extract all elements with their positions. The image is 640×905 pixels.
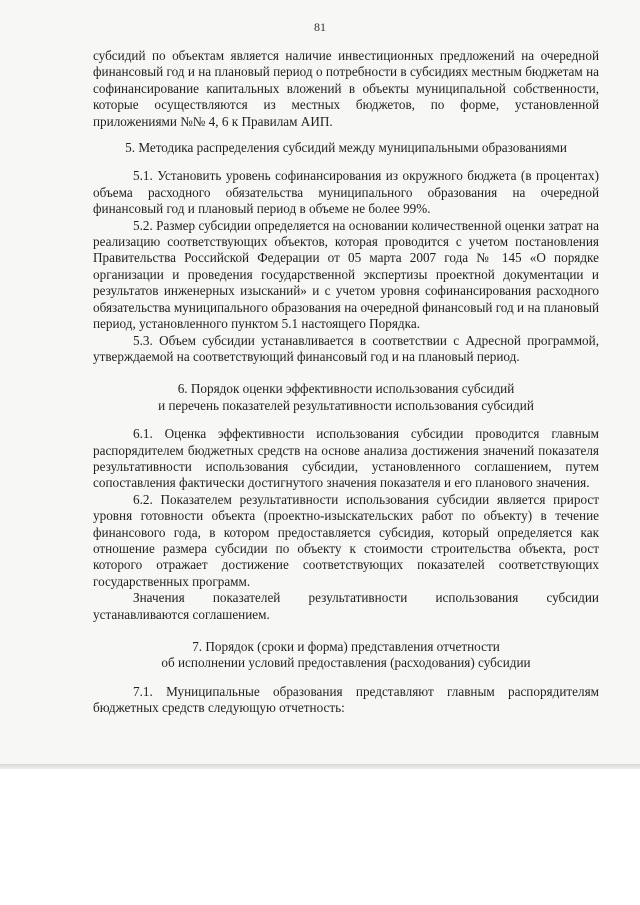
paragraph-6-2: 6.2. Показателем результативности использования субсидии является прирост уровня готовности объекта (проектно-изыскательских работ по объекту) в течение финансового года, в котором предоставляется субсидия, который определяется как отношение размера субсидии по объекту к стоимости строительства объекта, рост которого отражает достижение соответствующих показателей соответствующих государственных программ. (93, 491, 599, 589)
page-number: 81 (314, 20, 326, 34)
intro-paragraph: субсидий по объектам является наличие инвестиционных предложений на очередной финансовый год и на плановый период о потребности в субсидиях местным бюджетам на софинансирование капитальных вложений в объекты муниципальной собственности, которые осуществляются из местных бюджетов, по форме, установленной приложениями №№ 4, 6 к Правилам АИП. (93, 48, 599, 129)
paragraph-5-1: 5.1. Установить уровень софинансирования из окружного бюджета (в процентах) объема расходного обязательства муниципального образования на очередной финансовый год и плановый период в объеме не более 99%. (93, 168, 599, 217)
paragraph-5-2: 5.2. Размер субсидии определяется на основании количественной оценки затрат на реализацию соответствующих объектов, которая проводится с учетом постановления Правительства Российской Федерации от 05 марта 2007 года № 145 «О порядке организации и проведения государственной экспертизы проектной документации и результатов инженерных изысканий» и с учетом уровня софинансирования расходного обязательства муниципального образования на очередной финансовый год и на плановый период, установленного пунктом 5.1 настоящего Порядка. (93, 217, 599, 332)
section-6-heading-line-2: и перечень показателей результативности использования субсидий (158, 397, 534, 413)
paragraph-6-1: 6.1. Оценка эффективности использования субсидии проводится главным распорядителем бюджетных средств на основе анализа достижения значений показателя результативности использования субсидии, установленного соглашением, путем сопоставления фактически достигнутого значения показателя и его планового значения. (93, 426, 599, 491)
section-5-heading (93, 140, 599, 156)
paragraph-6-3: Значения показателей результативности использования субсидии устанавливаются соглашением. (93, 590, 599, 622)
section-6-heading (93, 381, 599, 414)
paragraph-5-3: 5.3. Объем субсидии устанавливается в соответствии с Адресной программой, утверждаемой на соответствующий финансовый год и на плановый период. (93, 332, 599, 364)
section-5-heading-text: 5. Методика распределения субсидий между муниципальными образованиями (125, 140, 567, 156)
section-6-heading-line-1: 6. Порядок оценки эффективности использования субсидий (177, 381, 515, 397)
section-7-heading-line-1: 7. Порядок (сроки и форма) представления отчетности (192, 639, 500, 654)
section-7-heading (93, 639, 599, 672)
paragraph-7-1: 7.1. Муниципальные образования представляют главным распорядителям бюджетных средств следующую отчетность: (93, 683, 599, 716)
scan-bottom-edge (0, 764, 640, 769)
section-7-heading-line-2: об исполнении условий предоставления (расходования) субсидии (161, 655, 531, 671)
document-body (93, 48, 599, 717)
